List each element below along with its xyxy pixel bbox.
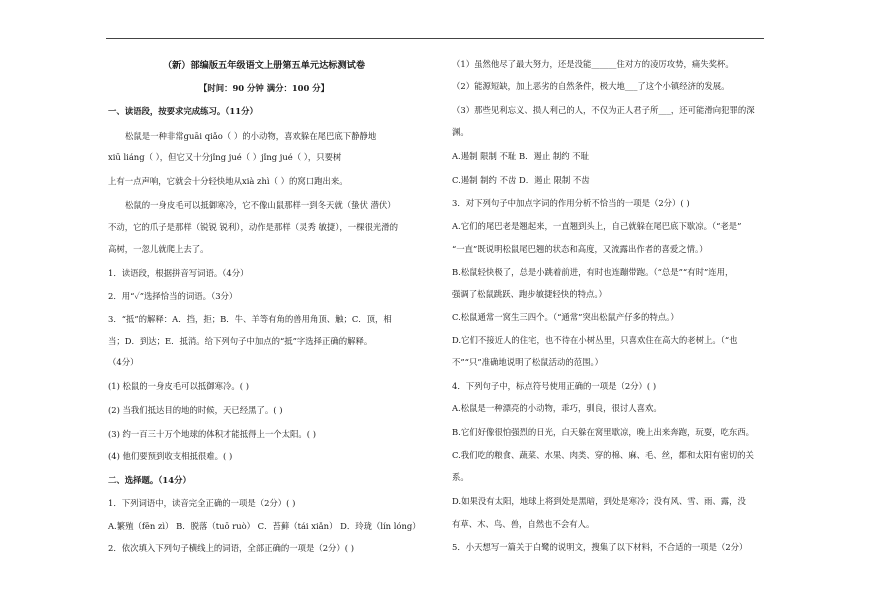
question-item: 1．读语段，根据拼音写词语。（4分） <box>108 268 249 278</box>
question-item: (4) 他们要预到收支相抵很难。( ) <box>108 451 233 461</box>
question-option: “一直”既说明松鼠尾巴翘的状态和高度，又流露出作者的喜爱之情。） <box>452 244 708 254</box>
question-option: A.它们的尾巴老是翘起来，一直翘到头上，自己就躲在尾巴底下歇凉。（“老是” <box>452 221 742 231</box>
question-item: （1）虽然他尽了最大努力，还是没能______住对方的凌厉攻势，痛失奖杯。 <box>452 59 734 69</box>
question-item: 3．对下列句子中加点字词的作用分析不恰当的一项是（2分）( ) <box>452 198 690 208</box>
question-options: A.繁殖（fēn zì） B．脱落（tuō ruò） C．苔藓（tái xiǎn） D．玲珑（lín lóng） <box>108 521 421 531</box>
question-item: 2．依次填入下列句子横线上的词语，全部正确的一项是（2分）( ) <box>108 543 354 553</box>
page-title: （新）部编版五年级语文上册第五单元达标测试卷 <box>162 60 366 71</box>
question-option: 有草、木、鸟、兽，自然也不会有人。 <box>452 519 595 529</box>
question-item: （4分） <box>108 357 139 367</box>
question-item: 渊。 <box>452 127 469 137</box>
exam-meta: 【时间：90 分钟 满分：100 分】 <box>198 83 329 93</box>
section-heading-1: 一、读语段，按要求完成练习。（11分） <box>108 106 258 116</box>
question-item: 1．下列词语中，读音完全正确的一项是（2分）( ) <box>108 498 296 508</box>
question-options: C.遏制 制约 不齿 D．遏止 限制 不齿 <box>452 175 590 185</box>
question-option: D.如果没有太阳，地球上将到处是黑暗，到处是寒冷；没有风、雪、雨、露，没 <box>452 496 746 506</box>
question-item: （2）能源短缺，加上恶劣的自然条件，极大地___了这个小镇经济的发展。 <box>452 81 730 91</box>
question-option: D.它们不接近人的住宅，也不待在小树丛里，只喜欢住在高大的老树上。（“也 <box>452 335 738 345</box>
question-item: 4．下列句子中，标点符号使用正确的一项是（2分）( ) <box>452 381 657 391</box>
section-heading-2: 二、选择题。（14分） <box>108 475 191 485</box>
passage-line: xiū liáng（ ），但它又十分jǐng jué（ ）jǐng jué（ ），只要树 <box>108 152 342 162</box>
question-options: A.遏制 限制 不耻 B．遏止 制约 不耻 <box>452 151 590 161</box>
question-item: 3．“抵”的解释：A．挡，拒；B．牛、羊等有角的兽用角顶、触；C．顶，相 <box>108 314 392 324</box>
passage-line: 上有一点声响，它就会十分轻快地从xià zhì（ ）的窝口跑出来。 <box>108 176 348 186</box>
question-option: C.我们吃的粮食、蔬菜、水果、肉类、穿的棉、麻、毛、丝，都和太阳有密切的关 <box>452 450 754 460</box>
question-option: C.松鼠通常一窝生三四个。（“通常”突出松鼠产仔多的特点。） <box>452 312 679 322</box>
question-item: (2) 当我们抵达目的地的时候，天已经黑了。( ) <box>108 405 283 415</box>
question-option: 不”“只”准确地说明了松鼠活动的范围。） <box>452 357 604 367</box>
passage-line: 高树，一忽儿就爬上去了。 <box>108 244 209 254</box>
question-item: 当；D．到达；E．抵消。给下列句子中加点的“抵”字选择正确的解释。 <box>108 336 373 346</box>
passage-line: 松鼠的一身皮毛可以抵御寒冷，它不像山鼠那样一到冬天就（蛰伏 潜伏） <box>125 200 396 210</box>
question-option: A.松鼠是一种漂亮的小动物，乖巧，驯良，很讨人喜欢。 <box>452 403 662 413</box>
question-option: B.它们好像很怕强烈的日光，白天躲在窝里歇凉，晚上出来奔跑，玩耍，吃东西。 <box>452 427 754 437</box>
question-item: (1) 松鼠的一身皮毛可以抵御寒冷。( ) <box>108 381 249 391</box>
question-item: （3）那些见利忘义、损人利己的人，不仅为正人君子所___，还可能滑向犯罪的深 <box>452 105 755 115</box>
passage-line: 不动，它的爪子是那样（锐锐 锐利），动作是那样（灵秀 敏捷），一棵很光滑的 <box>108 222 399 232</box>
question-option: B.松鼠轻快极了，总是小跳着前进，有时也连蹦带跑。（“总是”“有时”连用， <box>452 267 734 277</box>
question-item: 2．用“✓”选择恰当的词语。（3分） <box>108 291 238 301</box>
header-rule <box>106 38 764 39</box>
passage-line: 松鼠是一种非常guāi qiǎo（ ）的小动物，喜欢躲在尾巴底下静静地 <box>125 131 377 141</box>
question-item: (3) 约一百三十万个地球的体积才能抵得上一个太阳。( ) <box>108 429 316 439</box>
question-option: 系。 <box>452 472 469 482</box>
question-item: 5．小天想写一篇关于白鹭的说明文，搜集了以下材料，不合适的一项是（2分） <box>452 542 748 552</box>
question-option: 强调了松鼠跳跃、跑步敏捷轻快的特点。） <box>452 289 607 299</box>
